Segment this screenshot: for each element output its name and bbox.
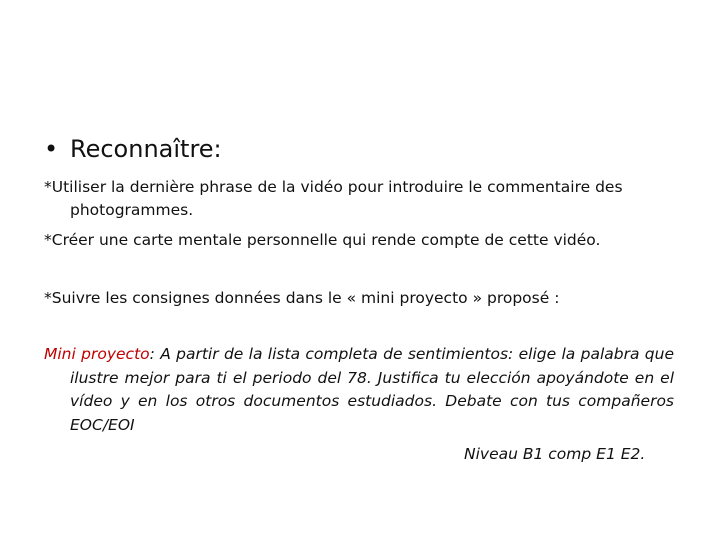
mini-proyecto-label: Mini proyecto (44, 345, 150, 363)
heading (44, 133, 222, 165)
instruction-consignes: *Suivre les consignes données dans le « mini proyecto » proposé : (44, 289, 560, 307)
instruction-carte-mentale: *Créer une carte mentale personnelle qui rende compte de cette vidéo. (44, 231, 601, 249)
mini-proyecto-text: : A partir de la lista completa de sentimientos: elige la palabra que ilustre mejor para ti el periodo del 78. Justifica tu elección apoyándote en el vídeo y en los otros documentos estudiados. Debate con tus compañeros EOC/EOI (70, 345, 674, 434)
mini-proyecto-paragraph (44, 343, 674, 437)
instruction-photogrammes: *Utiliser la dernière phrase de la vidéo pour introduire le commentaire des photogrammes. (44, 178, 623, 219)
heading-text: Reconnaître: (70, 135, 222, 163)
level-label: Niveau B1 comp E1 E2. (464, 445, 646, 463)
bullet-icon: • (44, 135, 59, 163)
